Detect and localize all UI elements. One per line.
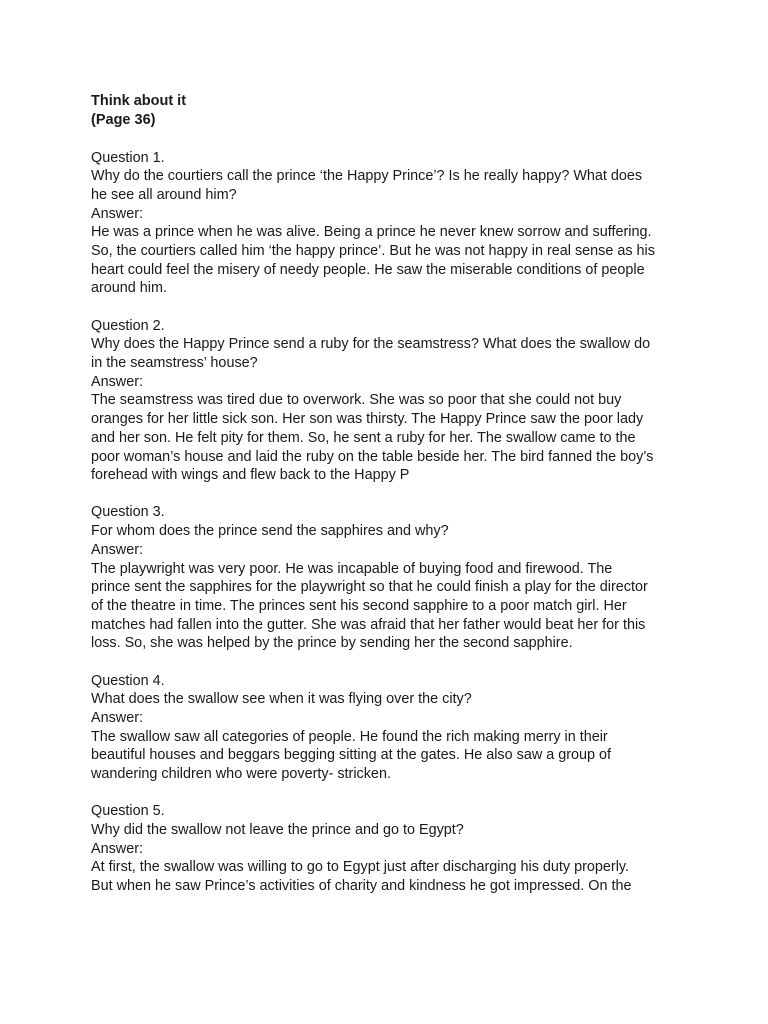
question-label: Question 2.: [91, 317, 165, 334]
section-title: Think about it: [91, 93, 187, 109]
answer-text-line: At first, the swallow was willing to go to Egypt just after discharging his duty properly.: [91, 859, 630, 876]
question-label: Question 3.: [91, 504, 165, 521]
question-block: [91, 503, 691, 653]
question-block: [91, 672, 691, 784]
answer-text-line: heart could feel the misery of needy people. He saw the miserable conditions of people: [91, 261, 645, 278]
question-block: [91, 802, 691, 896]
question-block: [91, 149, 691, 299]
answer-text-line: So, the courtiers called him ‘the happy prince’. But he was not happy in real sense as his: [91, 243, 655, 260]
answer-label: Answer:: [91, 373, 143, 390]
question-text-line: Why does the Happy Prince send a ruby for the seamstress? What does the swallow do: [91, 336, 651, 353]
answer-text-line: He was a prince when he was alive. Being a prince he never knew sorrow and suffering.: [91, 224, 652, 241]
answer-text-line: matches had fallen into the gutter. She was afraid that her father would beat her for this: [91, 616, 646, 633]
answer-text-line: prince sent the sapphires for the playwright so that he could finish a play for the director: [91, 579, 648, 596]
question-text-line: in the seamstress’ house?: [91, 355, 258, 372]
page-reference: (Page 36): [91, 112, 156, 128]
answer-text-line: loss. So, she was helped by the prince by sending her the second sapphire.: [91, 635, 573, 652]
answer-text-line: beautiful houses and beggars begging sitting at the gates. He also saw a group of: [91, 747, 612, 764]
question-block: [91, 317, 691, 485]
question-list: [91, 149, 691, 896]
question-label: Question 4.: [91, 672, 165, 689]
document-page: [91, 92, 691, 896]
answer-text-line: wandering children who were poverty- stricken.: [91, 766, 391, 783]
question-text-line: Why do the courtiers call the prince ‘the Happy Prince’? Is he really happy? What does: [91, 168, 643, 185]
question-label: Question 1.: [91, 149, 165, 166]
answer-text-line: poor woman’s house and laid the ruby on the table beside her. The bird fanned the boy’s: [91, 448, 654, 465]
answer-label: Answer:: [91, 840, 143, 857]
answer-text-line: around him.: [91, 280, 167, 297]
answer-label: Answer:: [91, 541, 143, 558]
answer-text-line: The seamstress was tired due to overwork. She was so poor that she could not buy: [91, 392, 622, 409]
question-label: Question 5.: [91, 803, 165, 820]
answer-label: Answer:: [91, 709, 143, 726]
question-text-line: For whom does the prince send the sapphires and why?: [91, 523, 449, 540]
question-text-line: he see all around him?: [91, 186, 237, 203]
answer-text-line: and her son. He felt pity for them. So, he sent a ruby for her. The swallow came to the: [91, 429, 636, 446]
answer-text-line: of the theatre in time. The princes sent his second sapphire to a poor match girl. Her: [91, 597, 627, 614]
question-text-line: Why did the swallow not leave the prince and go to Egypt?: [91, 822, 464, 838]
answer-text-line: forehead with wings and flew back to the Happy P: [91, 467, 410, 484]
question-text-line: What does the swallow see when it was flying over the city?: [91, 691, 472, 708]
answer-label: Answer:: [91, 205, 143, 222]
answer-text-line: The swallow saw all categories of people. He found the rich making merry in their: [91, 728, 608, 745]
answer-text-line: But when he saw Prince’s activities of charity and kindness he got impressed. On the: [91, 878, 632, 895]
answer-text-line: The playwright was very poor. He was incapable of buying food and firewood. The: [91, 560, 613, 577]
answer-text-line: oranges for her little sick son. Her son was thirsty. The Happy Prince saw the poor lady: [91, 411, 644, 428]
